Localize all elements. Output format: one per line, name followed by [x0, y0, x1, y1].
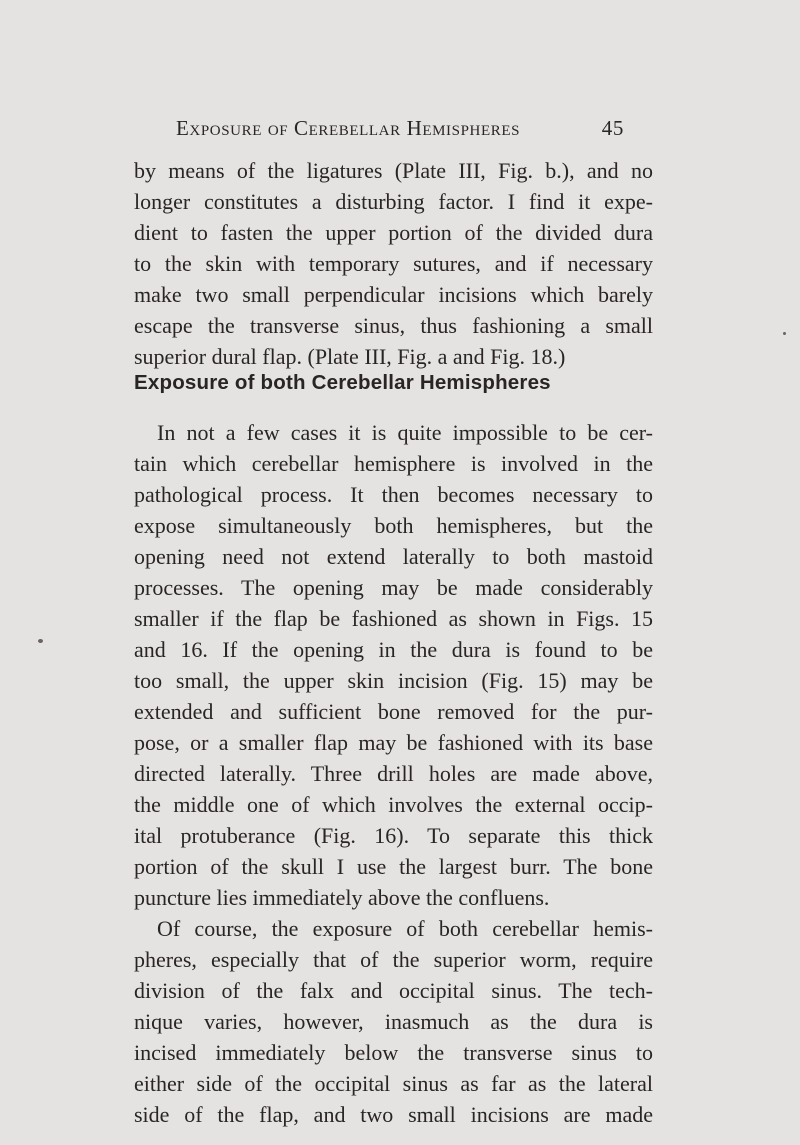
paper-speck [38, 639, 43, 643]
text-line: dient to fasten the upper portion of the divided dura [134, 220, 653, 245]
page-number: 45 [601, 116, 624, 140]
text-line: division of the falx and occipital sinus. The tech- [134, 978, 653, 1003]
text-line: pheres, especially that of the superior worm, require [134, 947, 653, 972]
text-line: ital protuberance (Fig. 16). To separate this thick [134, 823, 653, 848]
text-line: incised immediately below the transverse sinus to [134, 1040, 653, 1065]
running-header-title: Exposure of Cerebellar Hemispheres [176, 116, 521, 140]
paper-speck [783, 332, 786, 335]
text-line: by means of the ligatures (Plate III, Fig. b.), and no [134, 158, 653, 183]
text-line: Of course, the exposure of both cerebellar hemis- [157, 916, 653, 941]
text-line: too small, the upper skin incision (Fig. 15) may be [134, 668, 653, 693]
text-line: extended and sufficient bone removed for the pur- [134, 699, 653, 724]
text-line: longer constitutes a disturbing factor. I find it expe- [134, 189, 653, 214]
text-line: pose, or a smaller flap may be fashioned with its base [134, 730, 653, 755]
text-line: and 16. If the opening in the dura is found to be [134, 637, 653, 662]
text-line: escape the transverse sinus, thus fashioning a small [134, 313, 653, 338]
text-line: processes. The opening may be made considerably [134, 575, 653, 600]
text-line: pathological process. It then becomes necessary to [134, 482, 653, 507]
text-line: either side of the occipital sinus as far as the lateral [134, 1071, 653, 1096]
section-heading: Exposure of both Cerebellar Hemispheres [134, 371, 551, 394]
text-line: portion of the skull I use the largest burr. The bone [134, 854, 653, 879]
text-line: to the skin with temporary sutures, and if necessary [134, 251, 653, 276]
text-line: opening need not extend laterally to both mastoid [134, 544, 653, 569]
text-line: nique varies, however, inasmuch as the dura is [134, 1009, 653, 1034]
text-line: puncture lies immediately above the confluens. [134, 885, 550, 910]
text-line: expose simultaneously both hemispheres, but the [134, 513, 653, 538]
text-line: superior dural flap. (Plate III, Fig. a and Fig. 18.) [134, 344, 566, 369]
text-line: smaller if the flap be fashioned as shown in Figs. 15 [134, 606, 653, 631]
running-header [176, 116, 624, 141]
text-line: side of the flap, and two small incisions are made [134, 1102, 653, 1127]
text-line: the middle one of which involves the external occip- [134, 792, 653, 817]
text-line: tain which cerebellar hemisphere is involved in the [134, 451, 653, 476]
text-line: In not a few cases it is quite impossible to be cer- [157, 420, 653, 445]
text-line: make two small perpendicular incisions which barely [134, 282, 653, 307]
text-line: directed laterally. Three drill holes are made above, [134, 761, 653, 786]
